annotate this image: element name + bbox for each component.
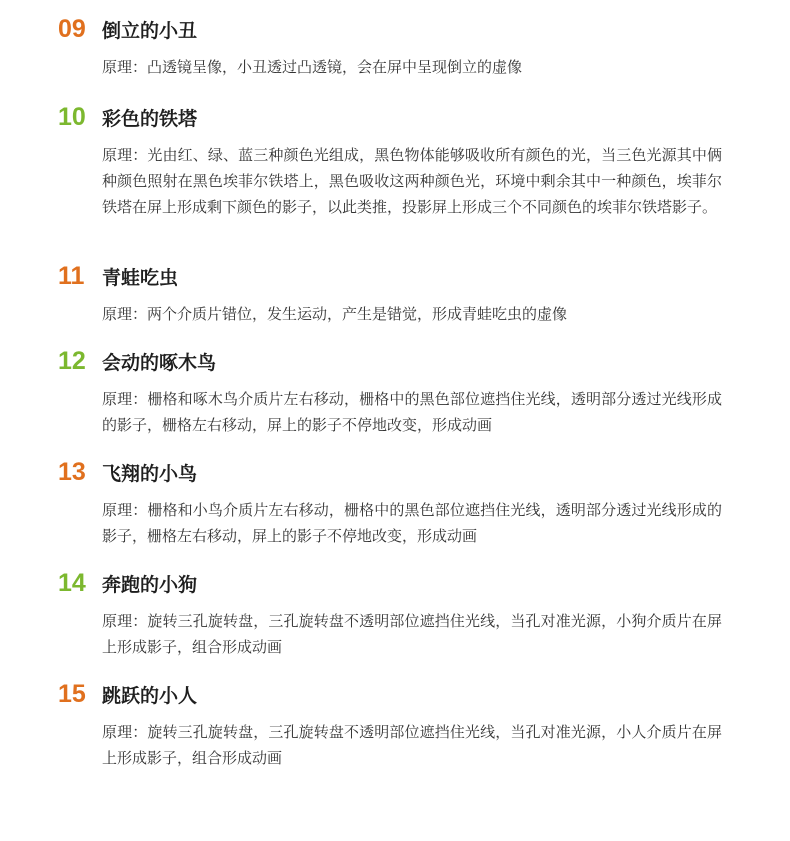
item-description: 原理：旋转三孔旋转盘，三孔旋转盘不透明部位遮挡住光线，当孔对准光源，小人介质片在屏上形成影子，组合形成动画 [102, 723, 722, 767]
item-description: 原理：旋转三孔旋转盘，三孔旋转盘不透明部位遮挡住光线，当孔对准光源，小狗介质片在屏上形成影子，组合形成动画 [102, 612, 722, 656]
item-number: 13 [58, 457, 86, 486]
list-item [58, 261, 728, 327]
item-title: 倒立的小丑 [102, 19, 198, 42]
list-item [58, 346, 728, 438]
item-description: 原理：凸透镜呈像，小丑透过凸透镜，会在屏中呈现倒立的虚像 [102, 58, 523, 76]
item-title: 飞翔的小鸟 [102, 462, 198, 485]
item-description: 原理：栅格和啄木鸟介质片左右移动，栅格中的黑色部位遮挡住光线，透明部分透过光线形成的影子，栅格左右移动，屏上的影子不停地改变，形成动画 [102, 390, 722, 434]
item-header [58, 102, 728, 132]
list-item [58, 679, 728, 771]
item-number: 10 [58, 102, 86, 131]
item-description: 原理：栅格和小鸟介质片左右移动，栅格中的黑色部位遮挡住光线，透明部分透过光线形成的影子，栅格左右移动，屏上的影子不停地改变，形成动画 [102, 501, 722, 545]
item-number: 09 [58, 14, 86, 43]
item-header [58, 457, 728, 487]
list-item [58, 14, 728, 80]
list-item [58, 568, 728, 660]
list-item [58, 102, 728, 220]
item-title: 会动的啄木鸟 [102, 351, 217, 374]
list-item [58, 457, 728, 549]
item-title: 彩色的铁塔 [102, 107, 198, 130]
item-header [58, 14, 728, 44]
item-description: 原理：光由红、绿、蓝三种颜色光组成，黑色物体能够吸收所有颜色的光，当三色光源其中俩种颜色照射在黑色埃菲尔铁塔上，黑色吸收这两种颜色光，环境中剩余其中一种颜色，埃菲尔铁塔在屏上形成剩下颜色的影子，以此类推，投影屏上形成三个不同颜色的埃菲尔铁塔影子。 [102, 146, 722, 216]
item-header [58, 568, 728, 598]
item-header [58, 261, 728, 291]
item-header [58, 346, 728, 376]
item-title: 青蛙吃虫 [102, 266, 179, 289]
item-header [58, 679, 728, 709]
item-number: 15 [58, 679, 86, 708]
item-title: 奔跑的小狗 [102, 573, 198, 596]
item-number: 14 [58, 568, 86, 597]
item-description: 原理：两个介质片错位，发生运动，产生是错觉，形成青蛙吃虫的虚像 [102, 305, 568, 323]
item-title: 跳跃的小人 [102, 684, 198, 707]
item-number: 11 [58, 261, 85, 290]
item-number: 12 [58, 346, 86, 375]
